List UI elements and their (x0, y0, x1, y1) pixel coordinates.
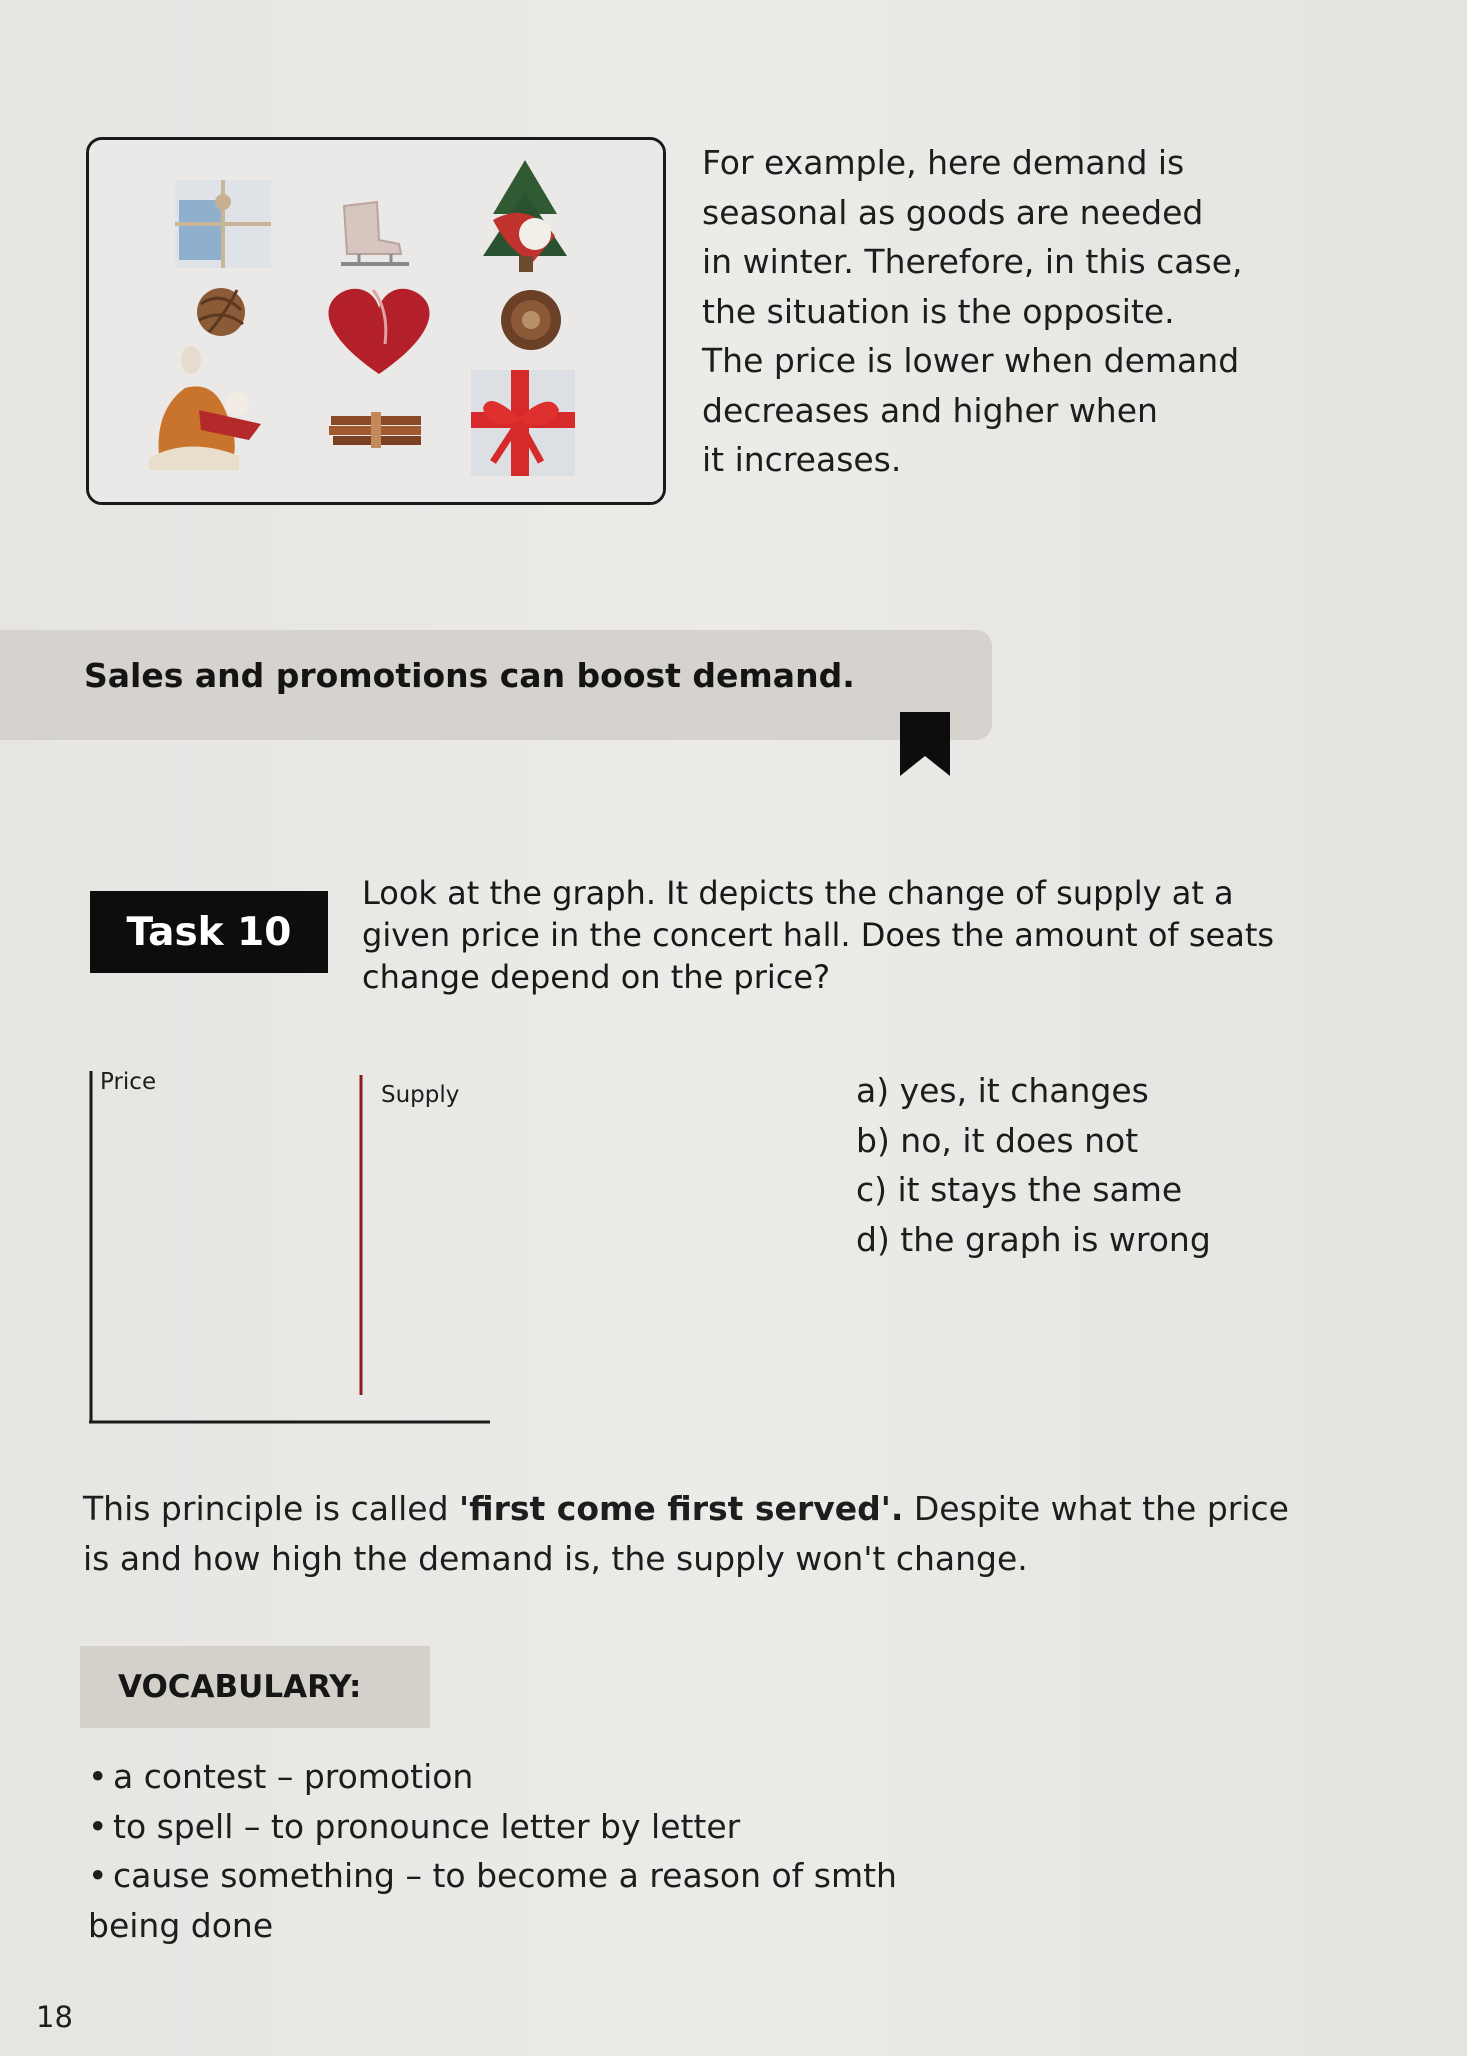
gift-box-blue (175, 180, 271, 268)
cinnamon-sticks (329, 412, 421, 448)
task-question-line: change depend on the price? (362, 958, 831, 996)
intro-line: in winter. Therefore, in this case, (702, 242, 1243, 281)
wicker-ball (197, 288, 245, 336)
intro-line: The price is lower when demand (702, 341, 1240, 380)
bookmark-icon (900, 712, 950, 776)
principle-text: Despite what the price (903, 1489, 1289, 1528)
intro-line: decreases and higher when (702, 390, 1158, 430)
y-axis-label: Price (100, 1069, 157, 1095)
task-question-line: given price in the concert hall. Does the amount of seats (362, 916, 1275, 954)
intro-line: seasonal as goods are needed (702, 192, 1204, 232)
intro-paragraph (702, 138, 1322, 485)
vocabulary-item-text: cause something – to become a reason of smth (113, 1856, 897, 1895)
intro-line: the situation is the opposite. (702, 291, 1175, 331)
pine-cone (501, 290, 561, 350)
answer-option: b) no, it does not (856, 1120, 1139, 1160)
principle-paragraph (83, 1484, 1403, 1584)
callout-text: Sales and promotions can boost demand. (84, 656, 855, 695)
winter-decorations-photo (86, 137, 666, 505)
answer-option: c) it stays the same (856, 1170, 1183, 1209)
task-question (362, 872, 1342, 998)
bullet-icon: • (88, 1806, 108, 1846)
answer-option: a) yes, it changes (856, 1071, 1149, 1110)
gift-box-red-ribbon (471, 370, 575, 476)
vocabulary-item-continuation: being done (88, 1905, 274, 1945)
vocabulary-item (88, 1802, 1048, 1852)
vocabulary-item-text: to spell – to pronounce letter by letter (113, 1806, 741, 1846)
answer-options (856, 1066, 1211, 1264)
vocabulary-header (80, 1646, 430, 1728)
vocabulary-item (88, 1851, 1048, 1901)
principle-line-1 (83, 1484, 1403, 1534)
bullet-icon: • (88, 1856, 108, 1895)
principle-text: This principle is called (83, 1489, 460, 1528)
vocabulary-list (88, 1752, 1048, 1950)
vocabulary-title: VOCABULARY: (118, 1669, 362, 1705)
bullet-icon: • (88, 1757, 108, 1796)
task-badge: Task 10 (90, 891, 328, 973)
intro-line: it increases. (702, 440, 902, 479)
vocabulary-item (88, 1752, 1048, 1802)
task-question-line: Look at the graph. It depicts the change of supply at a (362, 874, 1234, 912)
supply-graph (84, 1065, 494, 1425)
page-number: 18 (36, 2000, 73, 2034)
supply-line-label: Supply (381, 1082, 460, 1108)
principle-line-2: is and how high the demand is, the supply won't change. (83, 1539, 1028, 1578)
intro-line: For example, here demand is (702, 143, 1185, 182)
vocabulary-item-text: a contest – promotion (113, 1757, 474, 1796)
answer-option: d) the graph is wrong (856, 1219, 1211, 1259)
principle-term: 'first come first served'. (459, 1489, 904, 1528)
